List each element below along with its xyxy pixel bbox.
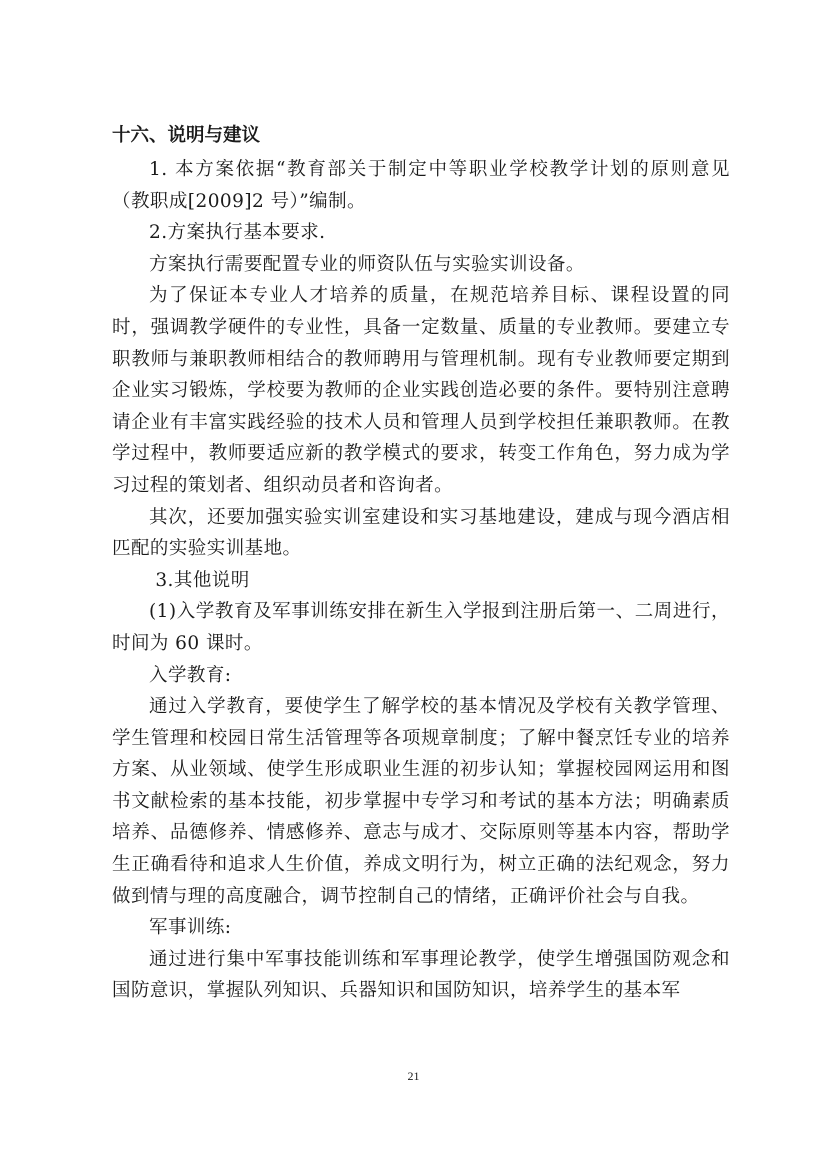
paragraph-requirements-title: 2.方案执行基本要求. [149, 222, 326, 244]
paragraph-facilities: 其次，还要加强实验实训室建设和实习基地建设，建成与现今酒店相匹配的实验实训基地。 [112, 506, 730, 560]
paragraph-orientation-content: 通过入学教育，要使学生了解学校的基本情况及学校有关教学管理、学生管理和校园日常生活管理等各项规章制度；了解中餐烹饪专业的培养方案、从业领域、使学生形成职业生涯的初步认知；掌握校园网运用和图书文献检索的基本技能，初步掌握中专学习和考试的基本方法；明确素质培养、品德修养、情感修养、意志与成才、交际原则等基本内容，帮助学生正确看待和追求人生价值，养成文明行为，树立正确的法纪观念，努力做到情与理的高度融合，调节控制自己的情绪，正确评价社会与自我。 [112, 696, 730, 907]
section-heading: 十六、说明与建议 [112, 125, 261, 146]
document-body [112, 118, 730, 1007]
paragraph-other-notes-title: 3.其他说明 [149, 569, 250, 591]
paragraph-orientation-schedule: (1)入学教育及军事训练安排在新生入学报到注册后第一、二周进行，时间为 60 课时。 [112, 601, 730, 654]
paragraph-military-content: 通过进行集中军事技能训练和军事理论教学，使学生增强国防观念和国防意识，掌握队列知识、兵器知识和国防知识，培养学生的基本军 [112, 948, 730, 1002]
paragraph-staffing: 方案执行需要配置专业的师资队伍与实验实训设备。 [149, 253, 585, 275]
page-number: 21 [407, 1069, 420, 1083]
paragraph-military-label: 军事训练: [149, 917, 232, 939]
paragraph-orientation-label: 入学教育: [149, 664, 232, 686]
paragraph-quality: 为了保证本专业人才培养的质量，在规范培养目标、课程设置的同时，强调教学硬件的专业性，具备一定数量、质量的专业教师。要建立专职教师与兼职教师相结合的教师聘用与管理机制。现有专业教师要定期到企业实习锻炼，学校要为教师的企业实践创造必要的条件。要特别注意聘请企业有丰富实践经验的技术人员和管理人员到学校担任兼职教师。在教学过程中，教师要适应新的教学模式的要求，转变工作角色，努力成为学习过程的策划者、组织动员者和咨询者。 [112, 285, 730, 496]
paragraph-basis: 1. 本方案依据“教育部关于制定中等职业学校教学计划的原则意见（教职成[2009]2 号）”编制。 [112, 159, 730, 212]
